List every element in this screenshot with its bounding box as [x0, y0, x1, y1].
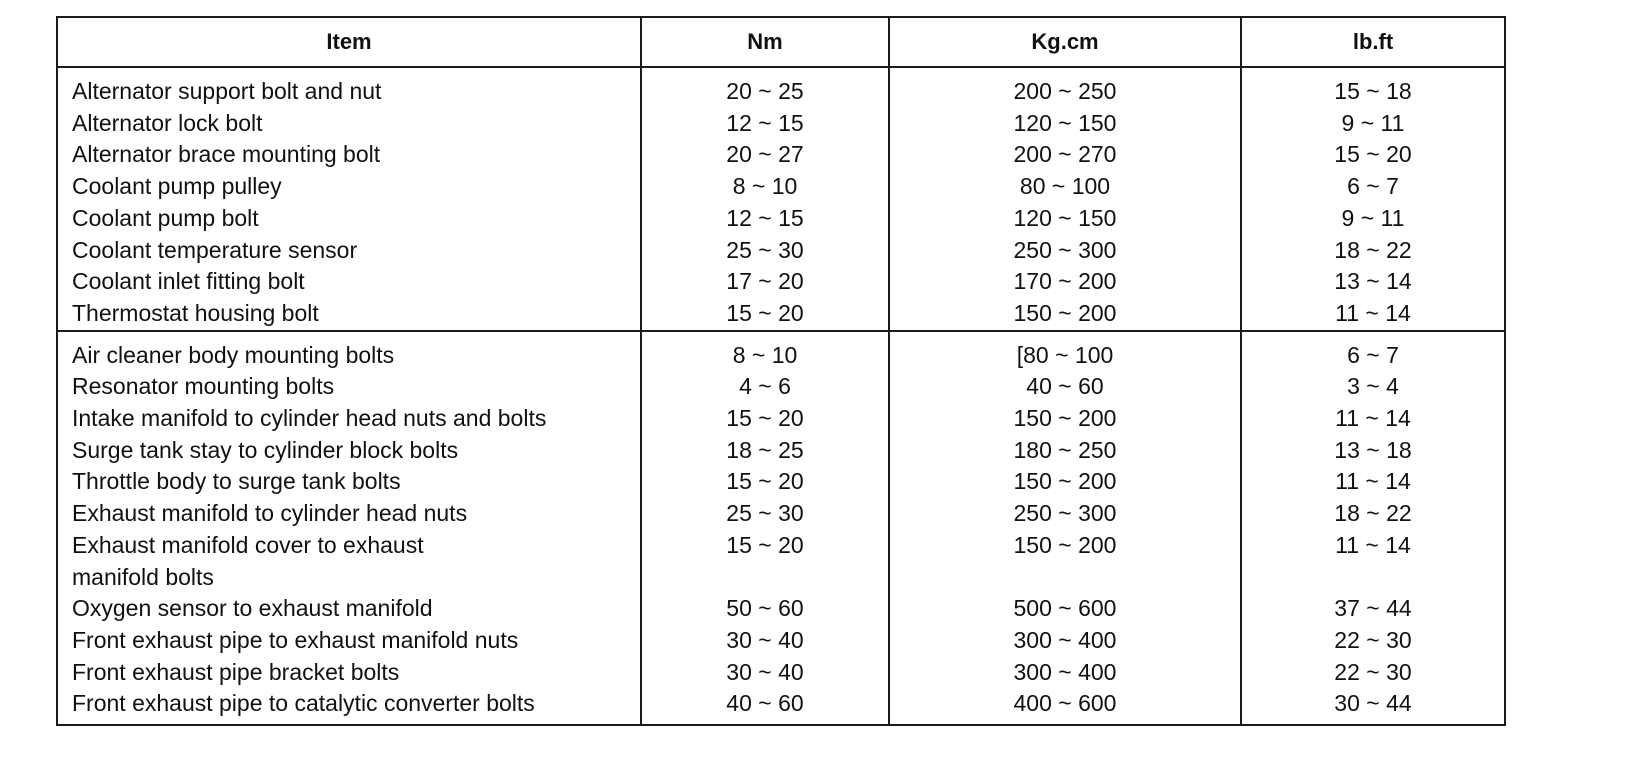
lbft-cell: 15 ~ 18 9 ~ 11 15 ~ 20 6 ~ 7 9 ~ 11 18 ~ 22 13 ~ 14 11 ~ 14	[1241, 67, 1505, 331]
header-item: Item	[57, 17, 641, 67]
header-nm: Nm	[641, 17, 889, 67]
nm-cell: 20 ~ 25 12 ~ 15 20 ~ 27 8 ~ 10 12 ~ 15 25 ~ 30 17 ~ 20 15 ~ 20	[641, 67, 889, 331]
header-lbft: lb.ft	[1241, 17, 1505, 67]
header-row	[57, 17, 1505, 67]
table-row	[57, 331, 1505, 725]
item-cell: Alternator support bolt and nut Alternator lock bolt Alternator brace mounting bolt Coolant pump pulley Coolant pump bolt Coolant temperature sensor Coolant inlet fitting bolt Thermostat housing bolt	[57, 67, 641, 331]
torque-specification-table	[56, 16, 1506, 726]
kgcm-cell: 200 ~ 250 120 ~ 150 200 ~ 270 80 ~ 100 120 ~ 150 250 ~ 300 170 ~ 200 150 ~ 200	[889, 67, 1241, 331]
lbft-cell: 6 ~ 7 3 ~ 4 11 ~ 14 13 ~ 18 11 ~ 14 18 ~ 22 11 ~ 14 37 ~ 44 22 ~ 30 22 ~ 30 30 ~ 44	[1241, 331, 1505, 725]
intake-exhaust-group	[57, 331, 1505, 725]
cooling-charging-group	[57, 67, 1505, 331]
item-cell: Air cleaner body mounting bolts Resonator mounting bolts Intake manifold to cylinder head nuts and bolts Surge tank stay to cylinder block bolts Throttle body to surge tank bolts Exhaust manifold to cylinder head nuts Exhaust manifold cover to exhaust manifold bolts Oxygen sensor to exhaust manifold Front exhaust pipe to exhaust manifold nuts Front exhaust pipe bracket bolts Front exhaust pipe to catalytic converter bolts	[57, 331, 641, 725]
header-kgcm: Kg.cm	[889, 17, 1241, 67]
kgcm-cell: [80 ~ 100 40 ~ 60 150 ~ 200 180 ~ 250 150 ~ 200 250 ~ 300 150 ~ 200 500 ~ 600 300 ~ 400 300 ~ 400 400 ~ 600	[889, 331, 1241, 725]
table-header	[57, 17, 1505, 67]
nm-cell: 8 ~ 10 4 ~ 6 15 ~ 20 18 ~ 25 15 ~ 20 25 ~ 30 15 ~ 20 50 ~ 60 30 ~ 40 30 ~ 40 40 ~ 60	[641, 331, 889, 725]
table-row	[57, 67, 1505, 331]
